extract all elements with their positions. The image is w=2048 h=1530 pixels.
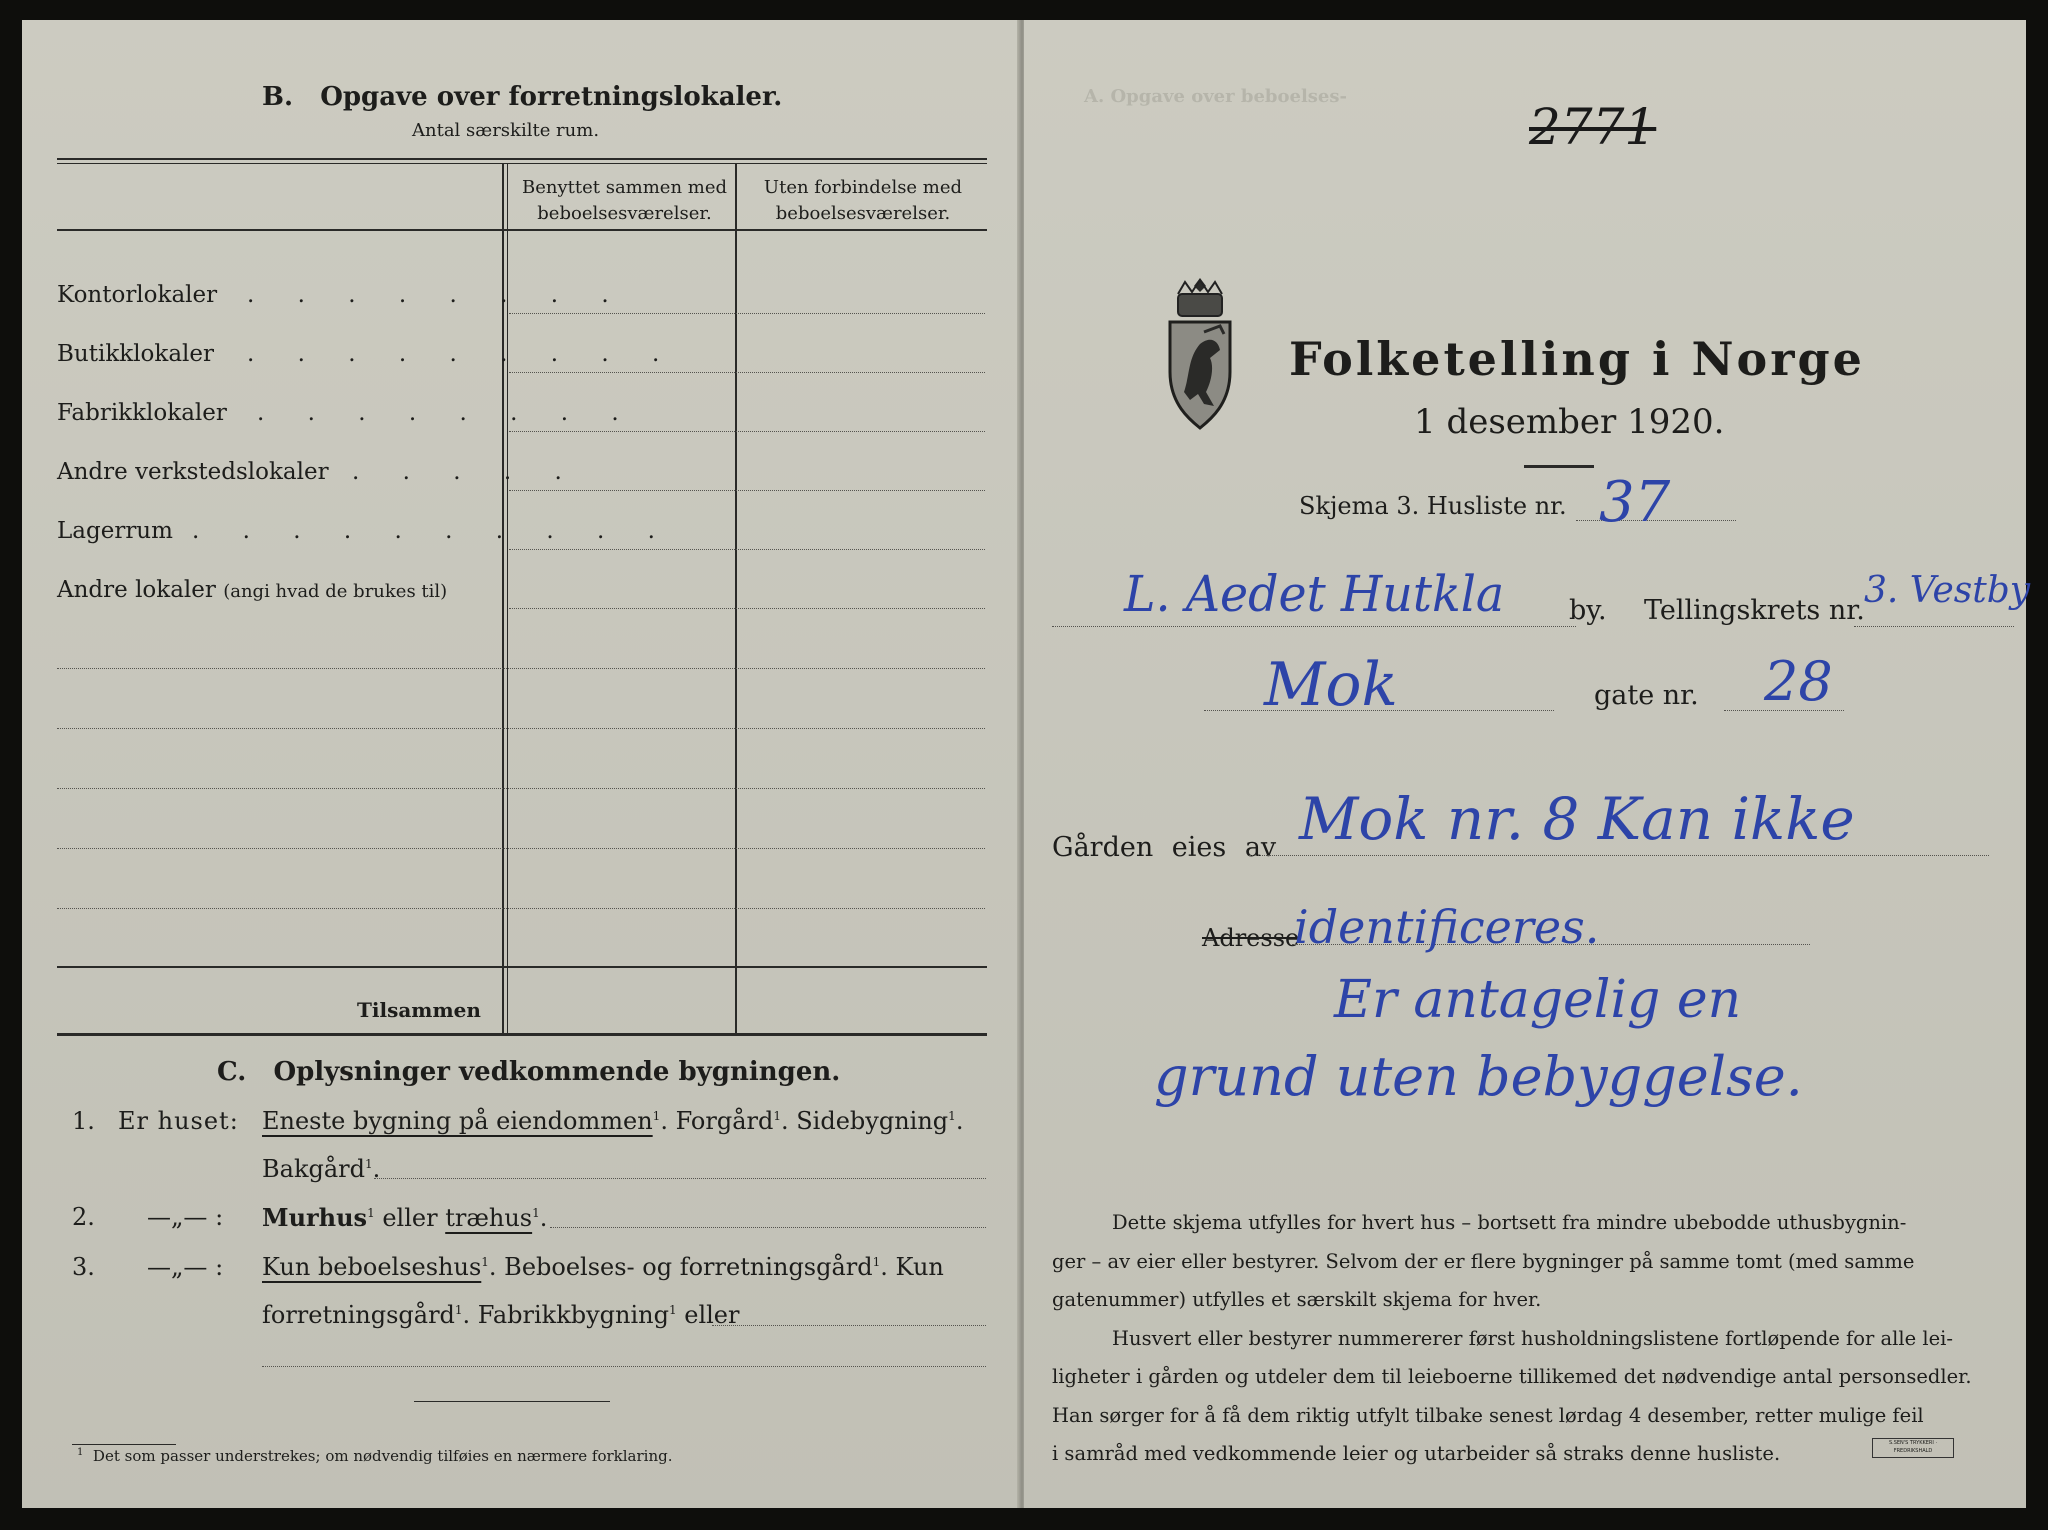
husliste-label: Skjema 3. Husliste nr.	[1299, 492, 1567, 520]
husliste-number-handwritten: 37	[1599, 470, 1671, 535]
fill-line	[550, 1227, 986, 1228]
item-3-number: 3.	[72, 1253, 95, 1281]
item-1-number: 1.	[72, 1107, 95, 1135]
address-label: Adresse	[1202, 924, 1300, 952]
row-kontorlokaler	[57, 282, 627, 308]
row-lagerrum	[57, 518, 673, 544]
fill-line	[262, 1366, 986, 1367]
word-eller: eller	[374, 1204, 446, 1232]
instruction-line: ligheter i gården og utdeler dem til leieboerne tillikemed det nødvendige antal personsedler.	[1052, 1365, 1972, 1388]
instruction-line: Husvert eller bestyrer nummererer først husholdningslistene fortløpende for alle lei-	[1112, 1326, 1953, 1350]
footnote-mark: 1	[773, 1109, 781, 1123]
instruction-line: i samråd med vedkommende leier og utarbeider så straks denne husliste.	[1052, 1442, 1781, 1465]
row-rule	[509, 431, 985, 432]
section-b-letter: B.	[262, 82, 294, 112]
row-dots: . . . . . . . .	[247, 282, 627, 308]
row-dots: . . . . . . . .	[257, 400, 637, 426]
footnote-mark: 1	[454, 1303, 463, 1317]
address-handwritten-line1: identificeres.	[1294, 900, 1600, 954]
row-dots: . . . . . . . . .	[247, 341, 678, 367]
census-date: 1 desember 1920.	[1414, 402, 1725, 442]
option-kun-beboelseshus: Kun beboelseshus	[262, 1253, 482, 1281]
total-top-rule	[57, 966, 987, 968]
column-header-combined-line1: Benyttet sammen med	[521, 177, 728, 198]
item-1-prefix: Er huset:	[118, 1107, 239, 1135]
option-eneste-bygning: Eneste bygning på eiendommen	[262, 1107, 653, 1135]
form-title: Folketelling i Norge	[1289, 332, 1865, 386]
footnote-mark: 1	[948, 1109, 956, 1123]
table-top-rule-2	[57, 163, 987, 164]
footnote-mark: 1	[532, 1206, 540, 1220]
row-label: Fabrikklokaler	[57, 400, 227, 426]
option-traehus: træhus	[445, 1204, 533, 1232]
by-label: by.	[1569, 595, 1607, 626]
footnote-mark: 1	[872, 1255, 881, 1269]
option-bakgard: Bakgård	[262, 1155, 365, 1183]
printer-stamp: S.SEN'S TRYKKERI · FREDRIKSHALD	[1872, 1438, 1954, 1458]
item-2-number: 2.	[72, 1203, 95, 1231]
instruction-line: Dette skjema utfylles for hvert hus – bortsett fra mindre ubebodde uthusbygnin-	[1112, 1211, 1907, 1234]
period: .	[955, 1107, 964, 1135]
column-header-combined	[502, 175, 747, 227]
owner-handwritten: Mok nr. 8 Kan ikke	[1299, 785, 1855, 853]
period: .	[539, 1204, 548, 1232]
total-label: Tilsammen	[357, 998, 481, 1022]
item-1-line2	[262, 1155, 380, 1183]
city-handwritten: L. Aedet Hutkla	[1124, 565, 1505, 623]
left-page	[22, 20, 1018, 1508]
footnote-mark: 1	[365, 1157, 373, 1171]
section-c-heading	[217, 1057, 840, 1087]
row-note: (angi hvad de brukes til)	[223, 581, 448, 602]
section-c-letter: C.	[217, 1057, 247, 1087]
row-rule	[509, 549, 985, 550]
row-rule	[57, 848, 985, 849]
option-forgard: . Forgård	[660, 1107, 774, 1135]
norway-coat-of-arms-icon	[1164, 272, 1236, 442]
archive-number: 2771	[1529, 98, 1657, 156]
column-header-separate-line2: beboelsesværelser.	[775, 203, 951, 224]
column-header-separate	[740, 175, 986, 227]
bleed-through-text: A. Opgave over beboelses-	[1084, 86, 1347, 107]
instruction-line: Han sørger for å få dem riktig utfylt tilbake senest lørdag 4 desember, retter mulige feil	[1052, 1403, 1924, 1427]
street-handwritten: Mok	[1264, 650, 1398, 720]
row-rule	[57, 908, 985, 909]
row-rule	[509, 313, 985, 314]
right-page	[1024, 20, 2031, 1508]
tellingskrets-label: Tellingskrets nr.	[1644, 595, 1865, 626]
section-b-title: Opgave over forretningslokaler.	[320, 82, 783, 112]
footnote-rule	[72, 1444, 176, 1445]
instruction-line: ger – av eier eller bestyrer. Selvom der er flere bygninger på samme tomt (med samme	[1052, 1249, 1915, 1273]
word-kun: . Kun	[880, 1253, 944, 1281]
tellingskrets-handwritten: 3. Vestby	[1864, 570, 2031, 611]
footnote-mark: 1	[668, 1303, 677, 1317]
row-label: Lagerrum	[57, 518, 173, 544]
item-3-line1	[262, 1253, 944, 1281]
option-sidebygning: . Sidebygning	[780, 1107, 949, 1135]
gate-label: gate nr.	[1594, 680, 1699, 711]
row-andre-verkstedslokaler	[57, 459, 580, 485]
item-3-line2	[262, 1301, 739, 1329]
item-2-line1	[262, 1203, 547, 1232]
row-dots: . . . . . . . . . .	[192, 518, 673, 544]
row-rule	[509, 372, 985, 373]
section-b-heading	[262, 82, 782, 112]
footnote	[77, 1447, 673, 1465]
row-rule	[509, 490, 985, 491]
fill-line	[374, 1178, 986, 1179]
item-3-prefix: —„— :	[147, 1253, 224, 1281]
address-handwritten-line2: Er antagelig en	[1334, 970, 1742, 1030]
section-b-subtitle: Antal særskilte rum.	[412, 120, 600, 141]
option-forretningsgard: forretningsgård	[262, 1301, 455, 1329]
item-2-prefix: —„— :	[147, 1203, 224, 1231]
row-fabrikklokaler	[57, 400, 637, 426]
tellingskrets-line	[1854, 626, 2014, 627]
option-murhus: Murhus	[262, 1203, 368, 1232]
fill-line	[712, 1325, 986, 1326]
owner-label: Gården eies av	[1052, 832, 1277, 863]
instructions	[1052, 1204, 1992, 1474]
row-rule	[57, 788, 985, 789]
footnote-mark: 1	[367, 1206, 375, 1220]
footnote-text: Det som passer understrekes; om nødvendig tilføies en nærmere forklaring.	[92, 1447, 673, 1465]
footnote-mark: 1	[481, 1255, 489, 1269]
option-fabrikkbygning: . Fabrikkbygning	[462, 1301, 669, 1329]
footnote-mark: 1	[652, 1109, 661, 1123]
column-header-combined-line2: beboelsesværelser.	[537, 203, 712, 224]
row-label: Andre lokaler	[57, 577, 216, 603]
row-label: Butikklokaler	[57, 341, 215, 367]
row-butikklokaler	[57, 341, 678, 367]
row-rule	[57, 668, 985, 669]
row-rule	[57, 728, 985, 729]
row-rule	[509, 608, 985, 609]
column-header-separate-line1: Uten forbindelse med	[763, 177, 963, 198]
city-line	[1052, 626, 1576, 627]
footnote-number: 1	[77, 1447, 84, 1458]
row-andre-lokaler	[57, 577, 447, 603]
period: .	[372, 1155, 381, 1183]
option-beboelses-og-forretningsgard: . Beboelses- og forretningsgård	[488, 1253, 873, 1281]
title-rule	[1524, 465, 1594, 468]
separator-rule	[414, 1401, 610, 1402]
column-divider-2	[735, 163, 737, 1033]
instruction-line: gatenummer) utfylles et særskilt skjema for hver.	[1052, 1288, 1542, 1311]
gate-number-handwritten: 28	[1764, 650, 1833, 713]
owner-line	[1249, 855, 1989, 856]
row-label: Kontorlokaler	[57, 282, 218, 308]
item-1-line1	[262, 1107, 963, 1135]
row-label: Andre verkstedslokaler	[57, 459, 329, 485]
table-top-rule	[57, 158, 987, 160]
table-bottom-rule	[57, 1033, 987, 1036]
address-handwritten-line3: grund uten bebyggelse.	[1154, 1045, 1803, 1108]
section-c-title: Oplysninger vedkommende bygningen.	[273, 1057, 841, 1087]
word-eller: eller	[676, 1301, 740, 1329]
table-header-rule	[57, 229, 987, 231]
row-dots: . . . . .	[352, 459, 580, 485]
